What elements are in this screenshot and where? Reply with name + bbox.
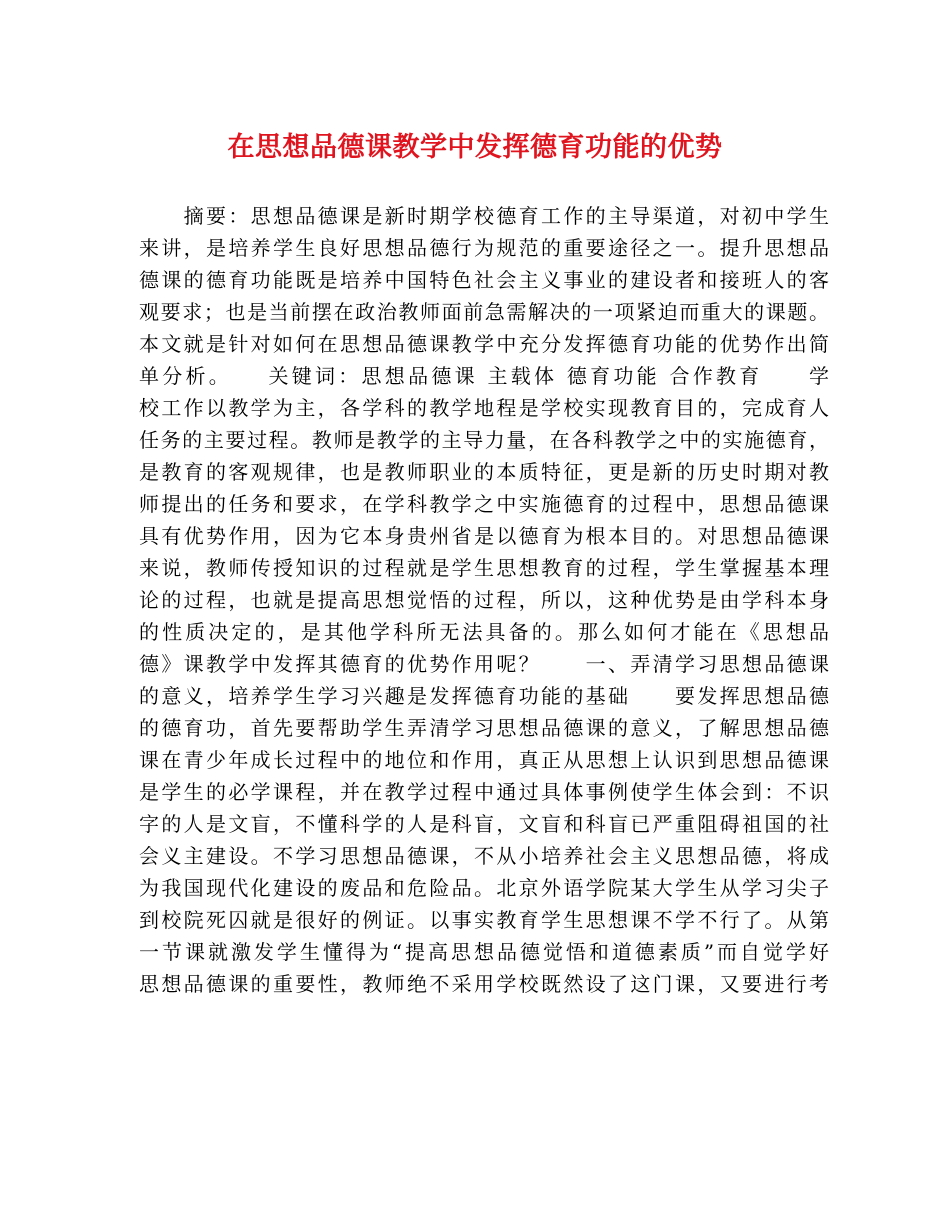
body-line: 课在青少年成长过程中的地位和作用，真正从思想上认识到思想品德课 bbox=[139, 748, 829, 772]
body-line: 为我国现代化建设的废品和危险品。北京外语学院某大学生从学习尖子 bbox=[139, 876, 829, 900]
body-line: 来说，教师传授知识的过程就是学生思想教育的过程，学生掌握基本理 bbox=[139, 556, 829, 580]
body-line: 本文就是针对如何在思想品德课教学中充分发挥德育功能的优势作出简 bbox=[139, 332, 829, 356]
body-line: 一节课就激发学生懂得为“提高思想品德觉悟和道德素质”而自觉学好 bbox=[139, 940, 829, 964]
body-line: 校工作以教学为主，各学科的教学地程是学校实现教育目的，完成育人 bbox=[139, 396, 829, 420]
body-line: 会义主建设。不学习思想品德课，不从小培养社会主义思想品德，将成 bbox=[139, 844, 829, 868]
body-line: 德》课教学中发挥其德育的优势作用呢？ 一、弄清学习思想品德课 bbox=[139, 652, 829, 676]
body-line: 德课的德育功能既是培养中国特色社会主义事业的建设者和接班人的客 bbox=[139, 268, 829, 292]
body-line: 是学生的必学课程，并在教学过程中通过具体事例使学生体会到：不识 bbox=[139, 780, 829, 804]
body-line: 思想品德课的重要性，教师绝不采用学校既然设了这门课，又要进行考 bbox=[139, 972, 829, 996]
body-line: 任务的主要过程。教师是教学的主导力量，在各科教学之中的实施德育， bbox=[139, 428, 829, 452]
body-line: 是教育的客观规律，也是教师职业的本质特征，更是新的历史时期对教 bbox=[139, 460, 829, 484]
body-line: 师提出的任务和要求，在学科教学之中实施德育的过程中，思想品德课 bbox=[139, 492, 829, 516]
body-line: 字的人是文盲，不懂科学的人是科盲，文盲和科盲已严重阻碍祖国的社 bbox=[139, 812, 829, 836]
body-line: 摘要：思想品德课是新时期学校德育工作的主导渠道，对初中学生 bbox=[139, 204, 829, 228]
body-line: 的意义，培养学生学习兴趣是发挥德育功能的基础 要发挥思想品德 bbox=[139, 684, 829, 708]
body-line: 来讲，是培养学生良好思想品德行为规范的重要途径之一。提升思想品 bbox=[139, 236, 829, 260]
document-title: 在思想品德课教学中发挥德育功能的优势 bbox=[227, 132, 723, 163]
body-line: 单分析。 关键词：思想品德课 主载体 德育功能 合作教育 学 bbox=[139, 364, 829, 388]
body-line: 的德育功，首先要帮助学生弄清学习思想品德课的意义，了解思想品德 bbox=[139, 716, 829, 740]
body-line: 的性质决定的，是其他学科所无法具备的。那么如何才能在《思想品 bbox=[139, 620, 829, 644]
body-line: 具有优势作用，因为它本身贵州省是以德育为根本目的。对思想品德课 bbox=[139, 524, 829, 548]
body-line: 观要求；也是当前摆在政治教师面前急需解决的一项紧迫而重大的课题。 bbox=[139, 300, 829, 324]
body-line: 到校院死囚就是很好的例证。以事实教育学生思想课不学不行了。从第 bbox=[139, 908, 829, 932]
body-line: 论的过程，也就是提高思想觉悟的过程，所以，这种优势是由学科本身 bbox=[139, 588, 829, 612]
document-body bbox=[139, 200, 829, 1000]
